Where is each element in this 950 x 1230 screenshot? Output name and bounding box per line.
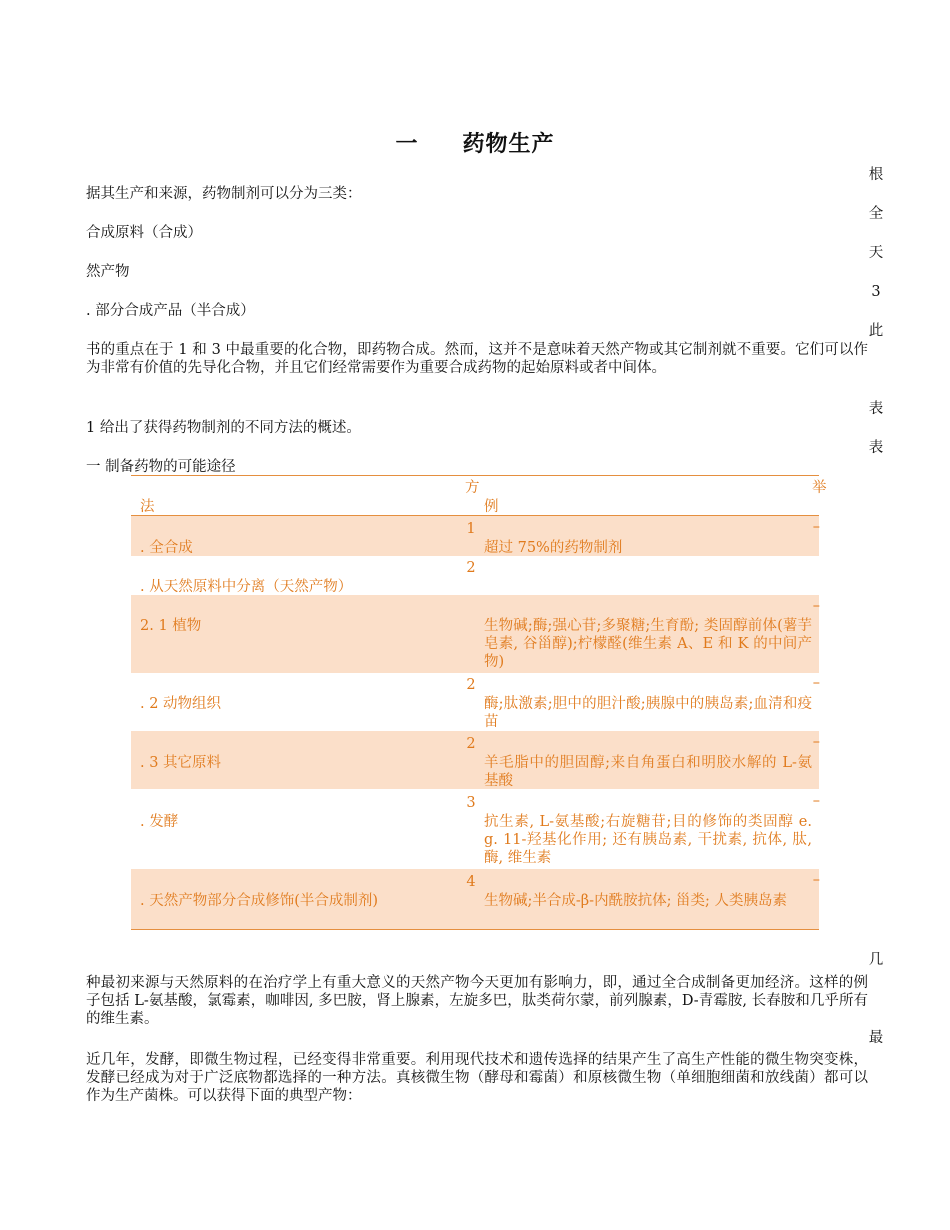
- row-dash: –: [812, 793, 820, 809]
- intro-item-1: 合成原料（合成）: [86, 225, 202, 241]
- row-dash: –: [812, 872, 820, 888]
- header-li: 例: [484, 499, 499, 515]
- table-reference: 1 给出了获得药物制剂的不同方法的概述。: [86, 420, 361, 436]
- intro-item-3: . 部分合成产品（半合成）: [86, 303, 255, 319]
- row-example: 羊毛脂中的胆固醇;来自角蛋白和明胶水解的 L-氨基酸: [484, 755, 812, 789]
- row-dash: –: [812, 734, 820, 750]
- row-method: . 发酵: [140, 814, 179, 830]
- row-number: 2: [466, 736, 476, 752]
- row-number: 3: [466, 795, 476, 811]
- row-example: 生物碱;半合成-β-内酰胺抗体; 甾类; 人类胰岛素: [484, 893, 788, 909]
- intro-line: 据其生产和来源，药物制剂可以分为三类：: [86, 186, 362, 202]
- body-paragraph: 种最初来源与天然原料的在治疗学上有重大意义的天然产物今天更加有影响力，即，通过全合成制备更加经济。这样的例子包括 L-氨基酸，氯霉素，咖啡因, 多巴胺，肾上腺素，左旋多巴，肽类荷尔蒙，前列腺素，D-青霉胺, 长春胺和几乎所有的维生素。: [86, 975, 868, 1027]
- row-dash: –: [812, 519, 820, 535]
- row-example: 抗生素, L-氨基酸;右旋糖苷;目的修饰的类固醇 e. g. 11-羟基化作用; 还有胰岛素, 干扰素, 抗体, 肽, 酶, 维生素: [484, 814, 812, 866]
- row-method: . 2 动物组织: [140, 696, 222, 712]
- row-number: 4: [466, 874, 476, 890]
- row-example: 生物碱;酶;强心苷;多聚糖;生育酚; 类固醇前体(薯芋皂素, 谷甾醇);柠檬醛(维生素 A、E 和 K 的中间产物): [484, 618, 812, 670]
- margin-char: 全: [868, 206, 884, 222]
- margin-char: 表: [868, 401, 884, 417]
- header-fang: 方: [465, 480, 480, 496]
- table-caption: 一 制备药物的可能途径: [86, 459, 236, 475]
- intro-item-2: 然产物: [86, 264, 130, 280]
- intro-paragraph: 书的重点在于 1 和 3 中最重要的化合物，即药物合成。然而，这并不是意味着天然产物或其它制剂就不重要。它们可以作为非常有价值的先导化合物，并且它们经常需要作为重要合成药物的起始原料或者中间体。: [86, 342, 868, 376]
- page-title: [0, 130, 950, 160]
- margin-char: 根: [868, 167, 884, 183]
- row-method: . 从天然原料中分离（天然产物）: [140, 579, 353, 595]
- row-method: . 3 其它原料: [140, 755, 222, 771]
- row-number: 2: [466, 560, 476, 576]
- row-example: 酶;肽激素;胆中的胆汁酸;胰腺中的胰岛素;血清和疫苗: [484, 696, 812, 730]
- header-fa: 法: [140, 499, 155, 515]
- title-text: 药物生产: [462, 132, 555, 157]
- header-ju: 举: [812, 480, 827, 496]
- row-example: 超过 75%的药物制剂: [484, 540, 623, 556]
- margin-char: 表: [868, 440, 884, 456]
- row-method: . 全合成: [140, 540, 193, 556]
- title-number: 一: [395, 132, 419, 157]
- row-dash: –: [812, 675, 820, 691]
- margin-char: 此: [868, 323, 884, 339]
- table-top-rule: [131, 475, 819, 476]
- margin-char: 几: [868, 952, 884, 968]
- margin-char: 最: [868, 1030, 884, 1046]
- row-number: 1: [466, 521, 476, 537]
- margin-char: 天: [868, 245, 884, 261]
- row-dash: –: [812, 598, 820, 614]
- row-method: . 天然产物部分合成修饰(半合成制剂): [140, 893, 379, 909]
- margin-char: 3: [871, 284, 881, 300]
- body-paragraph: 近几年，发酵，即微生物过程，已经变得非常重要。利用现代技术和遗传选择的结果产生了高生产性能的微生物突变株，发酵已经成为对于广泛底物都选择的一种方法。真核微生物（酵母和霉菌）和原核微生物（单细胞细菌和放线菌）都可以作为生产菌株。可以获得下面的典型产物：: [86, 1052, 868, 1104]
- row-number: 2: [466, 677, 476, 693]
- row-method: 2. 1 植物: [140, 618, 202, 634]
- table-bottom-rule: [131, 929, 819, 930]
